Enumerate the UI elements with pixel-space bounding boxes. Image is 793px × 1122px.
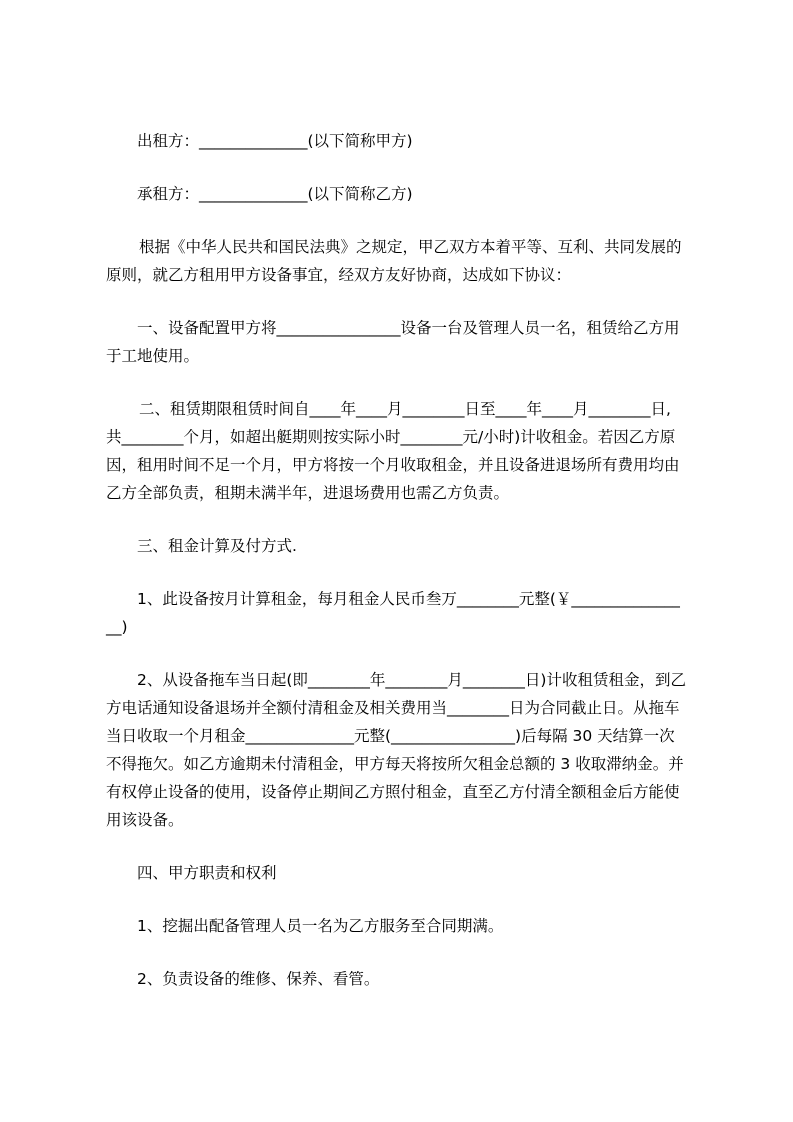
section1-line-1: 一、设备配置甲方将________________设备一台及管理人员一名，租赁给乙方用 (137, 319, 680, 337)
lessor-line: 出租方：______________(以下简称甲方) (137, 132, 413, 150)
section4-item2: 2、负责设备的维修、保养、看管。 (137, 970, 380, 988)
section3-title: 三、租金计算及付方式. (137, 537, 297, 555)
section3-item2-line-5: 有权停止设备的使用，设备停止期间乙方照付租金，直至乙方付清全额租金后方能使 (106, 783, 680, 801)
section3-item2-line-2: 方电话通知设备退场并全额付清租金及相关费用当________日为合同截止日。从拖车 (106, 699, 680, 717)
section2-line-3: 因，租用时间不足一个月，甲方将按一个月收取租金，并且设备进退场所有费用均由 (106, 456, 680, 474)
section1-line-2: 于工地使用。 (106, 347, 200, 365)
section3-item1-line-1: 1、此设备按月计算租金，每月租金人民币叁万________元整(￥______________ (137, 590, 680, 608)
intro-line-2: 原则，就乙方租用甲方设备事宜，经双方友好协商，达成如下协议： (106, 266, 572, 284)
section3-item2-line-6: 用该设备。 (106, 811, 184, 829)
section3-item2-line-3: 当日收取一个月租金______________元整(________________)后每隔 30 天结算一次 (106, 727, 675, 745)
section2-line-1: 二、租赁期限租赁时间自____年____月________日至____年____月________日, (139, 400, 671, 418)
section2-line-4: 乙方全部负责，租期未满半年，进退场费用也需乙方负责。 (106, 484, 510, 502)
section4-title: 四、甲方职责和权利 (137, 864, 277, 882)
section3-item1-line-2: __) (106, 618, 128, 636)
section3-item2-line-1: 2、从设备拖车当日起(即________年________月________日)计收租赁租金，到乙 (137, 671, 686, 689)
section2-line-2: 共________个月，如超出艇期则按实际小时________元/小时)计收租金。若因乙方原 (106, 428, 676, 446)
section4-item1: 1、挖掘出配备管理人员一名为乙方服务至合同期满。 (137, 917, 504, 935)
section3-item2-line-4: 不得拖欠。如乙方逾期未付清租金，甲方每天将按所欠租金总额的 3 收取滞纳金。并 (106, 755, 684, 773)
intro-line-1: 根据《中华人民共和国民法典》之规定，甲乙双方本着平等、互利、共同发展的 (139, 238, 682, 256)
lessee-line: 承租方：______________(以下简称乙方) (137, 185, 413, 203)
